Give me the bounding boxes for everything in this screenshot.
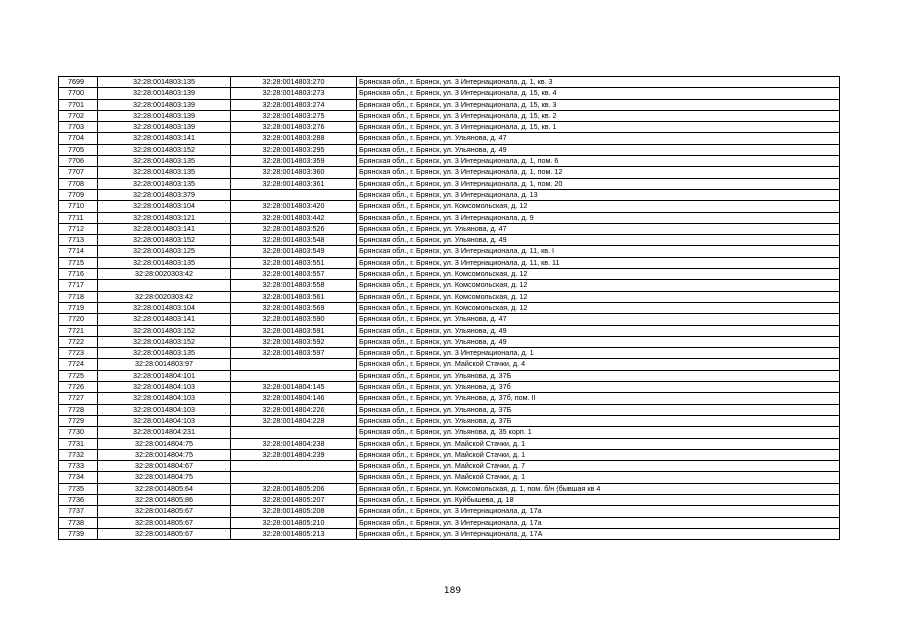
parcel-cadastral-number-cell: 32:28:0014803:141 [98, 223, 231, 234]
parcel-cadastral-number-cell: 32:28:0014803:141 [98, 314, 231, 325]
row-number-cell: 7702 [59, 110, 98, 121]
parcel-cadastral-number-cell: 32:28:0014803:135 [98, 167, 231, 178]
row-number-cell: 7727 [59, 393, 98, 404]
table-row [59, 246, 840, 257]
object-cadastral-number-cell: 32:28:0014803:592 [231, 336, 357, 347]
table-row [59, 88, 840, 99]
table-row [59, 393, 840, 404]
row-number-cell: 7721 [59, 325, 98, 336]
table-row [59, 212, 840, 223]
parcel-cadastral-number-cell: 32:28:0014803:139 [98, 88, 231, 99]
object-cadastral-number-cell: 32:28:0014804:146 [231, 393, 357, 404]
address-cell: Брянская обл., г. Брянск, ул. Ульянова, д. 47 [357, 314, 840, 325]
table-row [59, 517, 840, 528]
row-number-cell: 7717 [59, 280, 98, 291]
address-cell: Брянская обл., г. Брянск, ул. 3 Интернационала, д. 15, кв. 1 [357, 122, 840, 133]
address-cell: Брянская обл., г. Брянск, ул. 3 Интернационала, д. 1 [357, 348, 840, 359]
table-row [59, 110, 840, 121]
address-cell: Брянская обл., г. Брянск, ул. 3 Интернационала, д. 15, кв. 4 [357, 88, 840, 99]
row-number-cell: 7731 [59, 438, 98, 449]
parcel-cadastral-number-cell: 32:28:0014803:135 [98, 257, 231, 268]
address-cell: Брянская обл., г. Брянск, ул. Комсомольская, д. 12 [357, 269, 840, 280]
table-row [59, 483, 840, 494]
object-cadastral-number-cell: 32:28:0014805:207 [231, 494, 357, 505]
table-row [59, 189, 840, 200]
row-number-cell: 7703 [59, 122, 98, 133]
row-number-cell: 7716 [59, 269, 98, 280]
object-cadastral-number-cell: 32:28:0014805:208 [231, 506, 357, 517]
object-cadastral-number-cell: 32:28:0014803:551 [231, 257, 357, 268]
object-cadastral-number-cell: 32:28:0014803:420 [231, 201, 357, 212]
row-number-cell: 7737 [59, 506, 98, 517]
address-cell: Брянская обл., г. Брянск, ул. 3 Интернационала, д. 1, пом. 6 [357, 156, 840, 167]
object-cadastral-number-cell: 32:28:0014803:549 [231, 246, 357, 257]
table-row [59, 291, 840, 302]
parcel-cadastral-number-cell: 32:28:0014804:75 [98, 449, 231, 460]
row-number-cell: 7723 [59, 348, 98, 359]
parcel-cadastral-number-cell: 32:28:0020303:42 [98, 269, 231, 280]
row-number-cell: 7709 [59, 189, 98, 200]
row-number-cell: 7733 [59, 461, 98, 472]
row-number-cell: 7722 [59, 336, 98, 347]
table-row [59, 382, 840, 393]
object-cadastral-number-cell: 32:28:0014803:597 [231, 348, 357, 359]
row-number-cell: 7720 [59, 314, 98, 325]
object-cadastral-number-cell: 32:28:0014804:228 [231, 415, 357, 426]
object-cadastral-number-cell: 32:28:0014803:275 [231, 110, 357, 121]
address-cell: Брянская обл., г. Брянск, ул. Майской Стачки, д. 1 [357, 449, 840, 460]
table-row [59, 472, 840, 483]
parcel-cadastral-number-cell: 32:28:0014803:125 [98, 246, 231, 257]
object-cadastral-number-cell: 32:28:0014805:210 [231, 517, 357, 528]
parcel-cadastral-number-cell: 32:28:0014804:103 [98, 415, 231, 426]
parcel-cadastral-number-cell: 32:28:0014803:152 [98, 144, 231, 155]
parcel-cadastral-number-cell: 32:28:0014805:67 [98, 528, 231, 539]
address-cell: Брянская обл., г. Брянск, ул. 3 Интернационала, д. 17А [357, 528, 840, 539]
row-number-cell: 7738 [59, 517, 98, 528]
address-cell: Брянская обл., г. Брянск, ул. 3 Интернационала, д. 1, кв. 3 [357, 77, 840, 88]
row-number-cell: 7725 [59, 370, 98, 381]
row-number-cell: 7726 [59, 382, 98, 393]
table-row [59, 461, 840, 472]
object-cadastral-number-cell: 32:28:0014803:274 [231, 99, 357, 110]
address-cell: Брянская обл., г. Брянск, ул. 3 Интернационала, д. 13 [357, 189, 840, 200]
object-cadastral-number-cell: 32:28:0014803:591 [231, 325, 357, 336]
table-row [59, 404, 840, 415]
table-row [59, 506, 840, 517]
address-cell: Брянская обл., г. Брянск, ул. Майской Стачки, д. 4 [357, 359, 840, 370]
address-cell: Брянская обл., г. Брянск, ул. 3 Интернационала, д. 17а [357, 506, 840, 517]
parcel-cadastral-number-cell: 32:28:0014804:103 [98, 393, 231, 404]
row-number-cell: 7711 [59, 212, 98, 223]
parcel-cadastral-number-cell: 32:28:0014803:152 [98, 336, 231, 347]
address-cell: Брянская обл., г. Брянск, ул. Ульянова, д. 37Б [357, 415, 840, 426]
address-cell: Брянская обл., г. Брянск, ул. Ульянова, д. 49 [357, 144, 840, 155]
row-number-cell: 7718 [59, 291, 98, 302]
object-cadastral-number-cell: 32:28:0014804:239 [231, 449, 357, 460]
address-cell: Брянская обл., г. Брянск, ул. Ульянова, д. 37б [357, 382, 840, 393]
table-row [59, 167, 840, 178]
row-number-cell: 7729 [59, 415, 98, 426]
parcel-cadastral-number-cell: 32:28:0014803:121 [98, 212, 231, 223]
object-cadastral-number-cell [231, 427, 357, 438]
row-number-cell: 7732 [59, 449, 98, 460]
table-row [59, 77, 840, 88]
row-number-cell: 7728 [59, 404, 98, 415]
address-cell: Брянская обл., г. Брянск, ул. Комсомольская, д. 12 [357, 302, 840, 313]
address-cell: Брянская обл., г. Брянск, ул. 3 Интернационала, д. 17а [357, 517, 840, 528]
row-number-cell: 7708 [59, 178, 98, 189]
row-number-cell: 7714 [59, 246, 98, 257]
address-cell: Брянская обл., г. Брянск, ул. Ульянова, д. 49 [357, 325, 840, 336]
object-cadastral-number-cell: 32:28:0014803:590 [231, 314, 357, 325]
address-cell: Брянская обл., г. Брянск, ул. Ульянова, д. 47 [357, 223, 840, 234]
object-cadastral-number-cell: 32:28:0014803:526 [231, 223, 357, 234]
parcel-cadastral-number-cell: 32:28:0014803:141 [98, 133, 231, 144]
object-cadastral-number-cell: 32:28:0014804:238 [231, 438, 357, 449]
row-number-cell: 7699 [59, 77, 98, 88]
address-cell: Брянская обл., г. Брянск, ул. 3 Интернационала, д. 9 [357, 212, 840, 223]
object-cadastral-number-cell: 32:28:0014803:359 [231, 156, 357, 167]
row-number-cell: 7730 [59, 427, 98, 438]
address-cell: Брянская обл., г. Брянск, ул. Майской Стачки, д. 1 [357, 472, 840, 483]
table-row [59, 156, 840, 167]
table-row [59, 133, 840, 144]
table-row [59, 336, 840, 347]
address-cell: Брянская обл., г. Брянск, ул. Майской Стачки, д. 1 [357, 438, 840, 449]
table-row [59, 415, 840, 426]
table-row [59, 257, 840, 268]
table-row [59, 359, 840, 370]
object-cadastral-number-cell: 32:28:0014804:145 [231, 382, 357, 393]
address-cell: Брянская обл., г. Брянск, ул. 3 Интернационала, д. 1, пом. 12 [357, 167, 840, 178]
parcel-cadastral-number-cell: 32:28:0014803:135 [98, 77, 231, 88]
parcel-cadastral-number-cell: 32:28:0014803:97 [98, 359, 231, 370]
object-cadastral-number-cell: 32:28:0014803:442 [231, 212, 357, 223]
row-number-cell: 7724 [59, 359, 98, 370]
row-number-cell: 7713 [59, 235, 98, 246]
object-cadastral-number-cell: 32:28:0014804:226 [231, 404, 357, 415]
object-cadastral-number-cell: 32:28:0014803:361 [231, 178, 357, 189]
parcel-cadastral-number-cell [98, 280, 231, 291]
table-row [59, 528, 840, 539]
parcel-cadastral-number-cell: 32:28:0014805:64 [98, 483, 231, 494]
object-cadastral-number-cell: 32:28:0014803:561 [231, 291, 357, 302]
table-row [59, 235, 840, 246]
address-cell: Брянская обл., г. Брянск, ул. Куйбышева, д. 18 [357, 494, 840, 505]
object-cadastral-number-cell: 32:28:0014803:295 [231, 144, 357, 155]
object-cadastral-number-cell: 32:28:0014803:558 [231, 280, 357, 291]
row-number-cell: 7707 [59, 167, 98, 178]
address-cell: Брянская обл., г. Брянск, ул. 3 Интернационала, д. 1, пом. 20 [357, 178, 840, 189]
table-row [59, 370, 840, 381]
row-number-cell: 7734 [59, 472, 98, 483]
table-row [59, 99, 840, 110]
object-cadastral-number-cell: 32:28:0014803:548 [231, 235, 357, 246]
object-cadastral-number-cell: 32:28:0014803:569 [231, 302, 357, 313]
parcel-cadastral-number-cell: 32:28:0014803:135 [98, 348, 231, 359]
address-cell: Брянская обл., г. Брянск, ул. Комсомольская, д. 12 [357, 201, 840, 212]
table-row [59, 494, 840, 505]
address-cell: Брянская обл., г. Брянск, ул. 3 Интернационала, д. 11, кв. I [357, 246, 840, 257]
registry-table [58, 76, 840, 540]
row-number-cell: 7704 [59, 133, 98, 144]
object-cadastral-number-cell: 32:28:0014803:273 [231, 88, 357, 99]
object-cadastral-number-cell [231, 370, 357, 381]
parcel-cadastral-number-cell: 32:28:0014803:139 [98, 110, 231, 121]
parcel-cadastral-number-cell: 32:28:0014804:101 [98, 370, 231, 381]
address-cell: Брянская обл., г. Брянск, ул. Ульянова, д. 49 [357, 235, 840, 246]
parcel-cadastral-number-cell: 32:28:0014804:103 [98, 404, 231, 415]
address-cell: Брянская обл., г. Брянск, ул. Ульянова, д. 49 [357, 336, 840, 347]
table-row [59, 280, 840, 291]
address-cell: Брянская обл., г. Брянск, ул. 3 Интернационала, д. 15, кв. 2 [357, 110, 840, 121]
parcel-cadastral-number-cell: 32:28:0020303:42 [98, 291, 231, 302]
row-number-cell: 7712 [59, 223, 98, 234]
object-cadastral-number-cell: 32:28:0014803:360 [231, 167, 357, 178]
page-number: 189 [443, 586, 462, 596]
table-row [59, 438, 840, 449]
object-cadastral-number-cell [231, 461, 357, 472]
object-cadastral-number-cell: 32:28:0014805:206 [231, 483, 357, 494]
table-row [59, 427, 840, 438]
parcel-cadastral-number-cell: 32:28:0014803:152 [98, 235, 231, 246]
parcel-cadastral-number-cell: 32:28:0014803:135 [98, 178, 231, 189]
table-row [59, 302, 840, 313]
address-cell: Брянская обл., г. Брянск, ул. Ульянова, д. 35 корп. 1 [357, 427, 840, 438]
object-cadastral-number-cell: 32:28:0014803:276 [231, 122, 357, 133]
row-number-cell: 7715 [59, 257, 98, 268]
address-cell: Брянская обл., г. Брянск, ул. Ульянова, д. 37Б [357, 404, 840, 415]
parcel-cadastral-number-cell: 32:28:0014803:104 [98, 302, 231, 313]
address-cell: Брянская обл., г. Брянск, ул. Комсомольская, д. 12 [357, 291, 840, 302]
registry-table-body [59, 77, 840, 540]
address-cell: Брянская обл., г. Брянск, ул. Ульянова, д. 37б, пом. II [357, 393, 840, 404]
row-number-cell: 7700 [59, 88, 98, 99]
parcel-cadastral-number-cell: 32:28:0014805:86 [98, 494, 231, 505]
parcel-cadastral-number-cell: 32:28:0014803:135 [98, 156, 231, 167]
parcel-cadastral-number-cell: 32:28:0014803:139 [98, 99, 231, 110]
row-number-cell: 7706 [59, 156, 98, 167]
address-cell: Брянская обл., г. Брянск, ул. Ульянова, д. 47 [357, 133, 840, 144]
table-row [59, 348, 840, 359]
parcel-cadastral-number-cell: 32:28:0014803:379 [98, 189, 231, 200]
table-row [59, 314, 840, 325]
table-row [59, 122, 840, 133]
object-cadastral-number-cell [231, 472, 357, 483]
parcel-cadastral-number-cell: 32:28:0014803:139 [98, 122, 231, 133]
row-number-cell: 7701 [59, 99, 98, 110]
object-cadastral-number-cell: 32:28:0014803:288 [231, 133, 357, 144]
table-row [59, 144, 840, 155]
address-cell: Брянская обл., г. Брянск, ул. Майской Стачки, д. 7 [357, 461, 840, 472]
address-cell: Брянская обл., г. Брянск, ул. Ульянова, д. 37Б [357, 370, 840, 381]
table-row [59, 178, 840, 189]
object-cadastral-number-cell [231, 189, 357, 200]
parcel-cadastral-number-cell: 32:28:0014804:103 [98, 382, 231, 393]
parcel-cadastral-number-cell: 32:28:0014805:67 [98, 517, 231, 528]
object-cadastral-number-cell: 32:28:0014803:557 [231, 269, 357, 280]
row-number-cell: 7705 [59, 144, 98, 155]
parcel-cadastral-number-cell: 32:28:0014804:67 [98, 461, 231, 472]
row-number-cell: 7739 [59, 528, 98, 539]
object-cadastral-number-cell: 32:28:0014803:270 [231, 77, 357, 88]
parcel-cadastral-number-cell: 32:28:0014804:75 [98, 472, 231, 483]
parcel-cadastral-number-cell: 32:28:0014803:104 [98, 201, 231, 212]
address-cell: Брянская обл., г. Брянск, ул. Комсомольская, д. 12 [357, 280, 840, 291]
table-row [59, 223, 840, 234]
table-row [59, 201, 840, 212]
row-number-cell: 7735 [59, 483, 98, 494]
table-row [59, 325, 840, 336]
row-number-cell: 7710 [59, 201, 98, 212]
row-number-cell: 7719 [59, 302, 98, 313]
table-row [59, 449, 840, 460]
address-cell: Брянская обл., г. Брянск, ул. 3 Интернационала, д. 11, кв. 11 [357, 257, 840, 268]
parcel-cadastral-number-cell: 32:28:0014804:75 [98, 438, 231, 449]
address-cell: Брянская обл., г. Брянск, ул. 3 Интернационала, д. 15, кв. 3 [357, 99, 840, 110]
object-cadastral-number-cell: 32:28:0014805:213 [231, 528, 357, 539]
row-number-cell: 7736 [59, 494, 98, 505]
address-cell: Брянская обл., г. Брянск, ул. Комсомольская, д. 1, пом. б/н (бывшая кв 4 [357, 483, 840, 494]
parcel-cadastral-number-cell: 32:28:0014803:152 [98, 325, 231, 336]
parcel-cadastral-number-cell: 32:28:0014804:231 [98, 427, 231, 438]
object-cadastral-number-cell [231, 359, 357, 370]
parcel-cadastral-number-cell: 32:28:0014805:67 [98, 506, 231, 517]
table-row [59, 269, 840, 280]
